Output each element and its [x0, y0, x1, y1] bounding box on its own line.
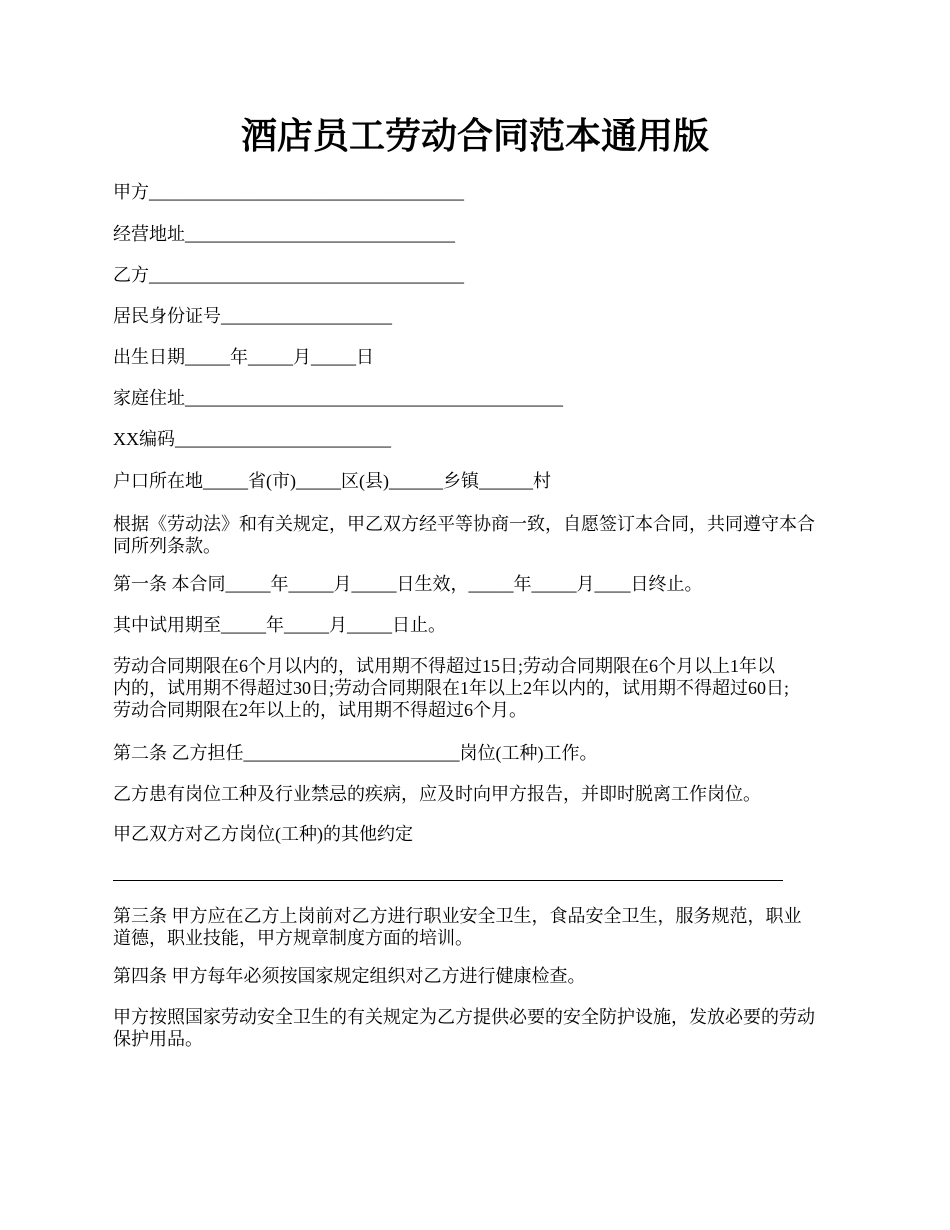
- article-3-paragraph: [113, 905, 845, 949]
- other-agreement-label: 甲乙双方对乙方岗位(工种)的其他约定: [113, 824, 413, 844]
- preamble-line: 根据《劳动法》和有关规定，甲乙双方经平等协商一致，自愿签订本合同，共同遵守本合: [113, 514, 815, 534]
- preamble-line: 同所列条款。: [113, 536, 221, 556]
- party-a-field: 甲方___________________________________: [113, 182, 464, 202]
- probation-rules-line: 劳动合同期限在2年以上的，试用期不得超过6个月。: [113, 700, 527, 720]
- probation-rules-line: 内的，试用期不得超过30日;劳动合同期限在1年以上2年以内的，试用期不得超过60日;: [113, 678, 789, 698]
- probation-period: 其中试用期至_____年_____月_____日止。: [113, 615, 446, 635]
- xx-code-field: XX编码________________________: [113, 429, 391, 449]
- business-address-field: 经营地址______________________________: [113, 224, 455, 244]
- hukou-field: 户口所在地_____省(市)_____区(县)______乡镇______村: [113, 471, 551, 491]
- document-title: 酒店员工劳动合同范本通用版: [240, 116, 709, 156]
- protection-clause-line: 保护用品。: [113, 1029, 203, 1049]
- protection-clause-line: 甲方按照国家劳动安全卫生的有关规定为乙方提供必要的安全防护设施，发放必要的劳动: [113, 1007, 815, 1027]
- article-4: 第四条 甲方每年必须按国家规定组织对乙方进行健康检查。: [113, 966, 586, 986]
- article-3-line: 道德，职业技能，甲方规章制度方面的培训。: [113, 928, 473, 948]
- party-b-field: 乙方___________________________________: [113, 265, 464, 285]
- id-number-field: 居民身份证号___________________: [113, 306, 392, 326]
- probation-rules-paragraph: [113, 655, 845, 721]
- article-2: 第二条 乙方担任________________________岗位(工种)工作。: [113, 743, 598, 763]
- protection-clause-paragraph: [113, 1006, 845, 1050]
- probation-rules-line: 劳动合同期限在6个月以内的，试用期不得超过15日;劳动合同期限在6个月以上1年以: [113, 656, 775, 676]
- home-address-field: 家庭住址__________________________________________: [113, 388, 563, 408]
- disease-clause: 乙方患有岗位工种及行业禁忌的疾病，应及时向甲方报告，并即时脱离工作岗位。: [113, 784, 761, 804]
- other-agreement-blank-line: [113, 880, 783, 881]
- article-3-line: 第三条 甲方应在乙方上岗前对乙方进行职业安全卫生，食品安全卫生，服务规范，职业: [113, 906, 802, 926]
- article-1: 第一条 本合同_____年_____月_____日生效，_____年_____月____日终止。: [113, 574, 703, 594]
- birth-date-field: 出生日期_____年_____月_____日: [113, 347, 374, 367]
- preamble-paragraph: [113, 513, 845, 557]
